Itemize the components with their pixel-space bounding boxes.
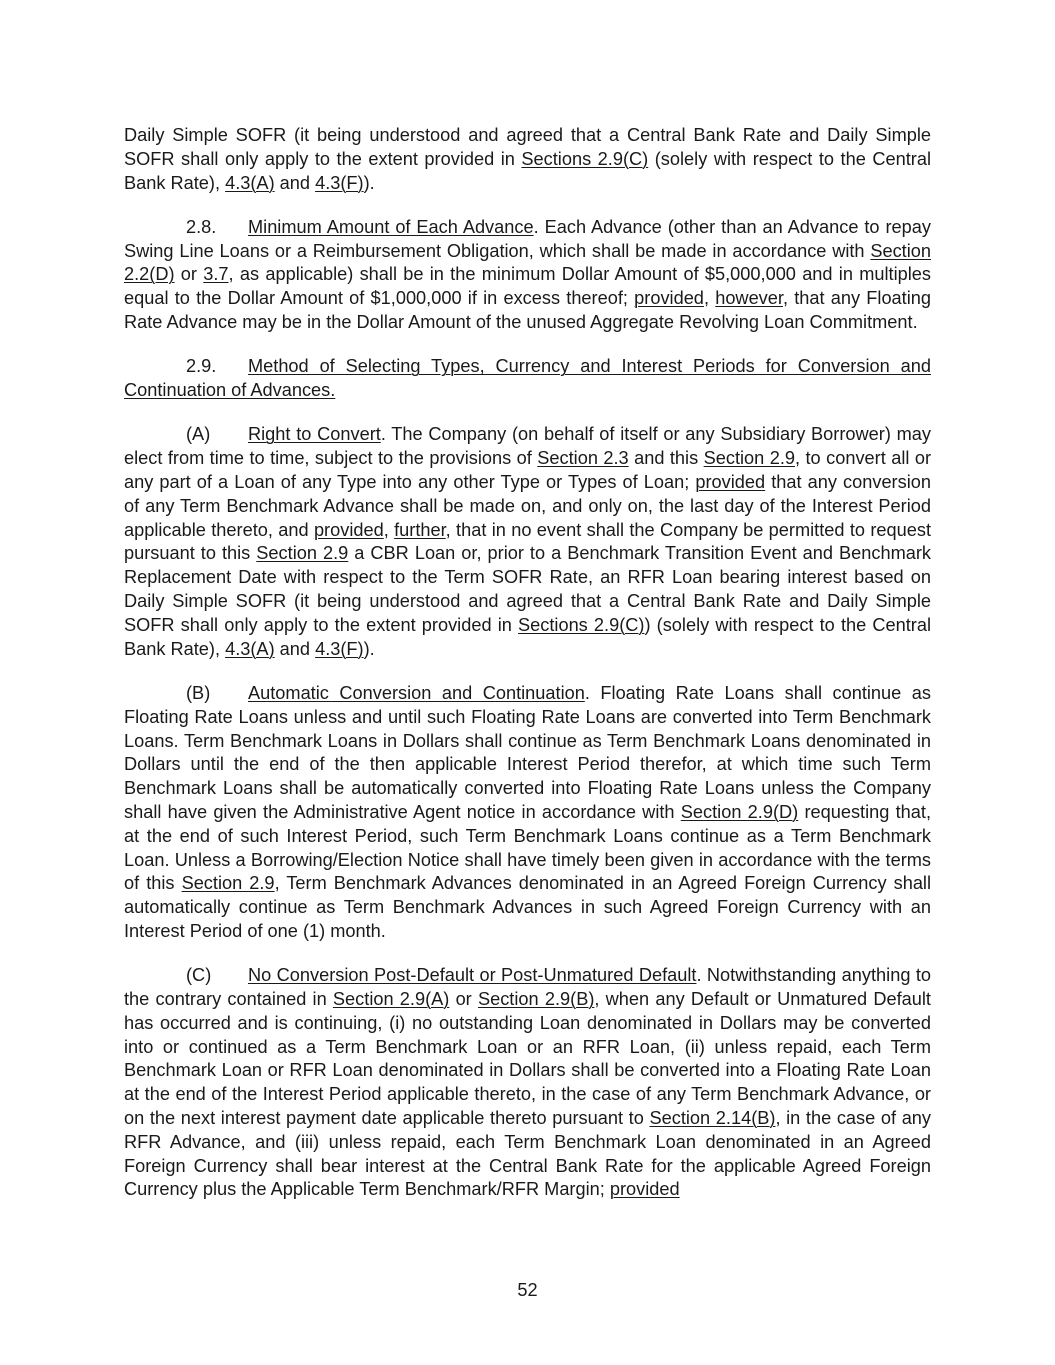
section-reference: Section 2.3 [537,448,629,469]
emphasis-term: provided [313,519,384,540]
section-2-8: 2.8. Minimum Amount of Each Advance. Each Advance (other than an Advance to repay Swing Line Loans or a Reimbursement Obligation, which shall be made in accordance with Section 2.2(D) or 3.7, as applicable) shall be in the minimum Dollar Amount of $5,000,000 and in multiples equal to the Dollar Amount of $1,000,000 if in excess thereof; provided, however, that any Floating Rate Advance may be in the Dollar Amount of the unused Aggregate Revolving Loan Commitment. [124,216,931,333]
emphasis-term: provided [695,472,766,493]
section-reference: 3.7 [203,264,229,285]
section-heading: Minimum Amount of Each Advance [248,216,534,237]
subsection-c: (C) No Conversion Post-Default or Post-Unmatured Default. Notwithstanding anything to the contrary contained in Section 2.9(A) or Section 2.9(B), when any Default or Unmatured Default has occurred and is continuing, (i) no outstanding Loan denominated in Dollars may be converted into or continued as a Term Benchmark Loan or an RFR Loan, (ii) unless repaid, each Term Benchmark Loan or RFR Loan denominated in Dollars shall be converted into a Floating Rate Loan at the end of the Interest Period applicable thereto, in the case of any Term Benchmark Advance, or on the next interest payment date applicable thereto pursuant to Section 2.14(B), in the case of any RFR Advance, and (iii) unless repaid, each Term Benchmark Loan denominated in an Agreed Foreign Currency shall bear interest at the Central Bank Rate for the applicable Agreed Foreign Currency plus the Applicable Term Benchmark/RFR Margin; provided [124,965,932,1200]
section-heading: Method of Selecting Types, Currency and Interest Periods for Conversion and Continuation of Advances. [124,356,931,401]
section-reference: 4.3(F) [315,638,364,659]
section-reference: Section 2.9(B) [477,989,595,1009]
emphasis-term: provided [634,288,704,309]
section-reference: Section 2.9(D) [680,801,799,822]
section-reference: Section 2.9 [256,543,349,564]
subsection-b: (B) Automatic Conversion and Continuation. Floating Rate Loans shall continue as Floating Rate Loans unless and until such Floating Rate Loans are converted into Term Benchmark Loans. Term Benchmark Loans in Dollars shall continue as Term Benchmark Loans denominated in Dollars until the end of the then applicable Interest Period therefor, at which time such Term Benchmark Loans shall be automatically converted into Floating Rate Loans unless the Company shall have given the Administrative Agent notice in accordance with Section 2.9(D) requesting that, at the end of such Interest Period, such Term Benchmark Loans continue as a Term Benchmark Loan. Unless a Borrowing/Election Notice shall have timely been given in accordance with the terms of this Section 2.9, Term Benchmark Advances denominated in an Agreed Foreign Currency shall automatically continue as Term Benchmark Advances in such Agreed Foreign Currency with an Interest Period of one (1) month. [124,682,932,941]
subsection-heading: Right to Convert [248,424,381,445]
section-reference: Section 2.9 [181,873,275,894]
subsection-heading: Automatic Conversion and Continuation [248,682,585,703]
section-reference: Section 2.14(B) [649,1107,776,1128]
section-number: 2.8. [186,216,217,237]
emphasis-term: however [715,288,783,309]
subsection-label: (B) [186,682,211,703]
section-number: 2.9. [186,356,217,377]
emphasis-term: further [394,519,446,540]
continuation-paragraph: Daily Simple SOFR (it being understood and agreed that a Central Bank Rate and Daily Simple SOFR shall only apply to the extent provided in Sections 2.9(C) (solely with respect to the Central Bank Rate), 4.3(A) and 4.3(F)). [124,125,931,193]
section-reference: Sections 2.9(C) [518,614,645,635]
subsection-label: (A) [186,424,211,445]
section-reference: Section 2.9 [703,448,796,469]
page-number: 52 [517,1280,538,1300]
section-reference: 4.3(A) [225,172,275,193]
section-reference: Sections 2.9(C) [521,148,649,169]
subsection-a: (A) Right to Convert. The Company (on behalf of itself or any Subsidiary Borrower) may elect from time to time, subject to the provisions of Section 2.3 and this Section 2.9, to convert all or any part of a Loan of any Type into any other Type or Types of Loan; provided that any conversion of any Term Benchmark Advance shall be made on, and only on, the last day of the Interest Period applicable thereto, and provided, further, that in no event shall the Company be permitted to request pursuant to this Section 2.9 a CBR Loan or, prior to a Benchmark Transition Event and Benchmark Replacement Date with respect to the Term SOFR Rate, an RFR Loan bearing interest based on Daily Simple SOFR (it being understood and agreed that a Central Bank Rate and Daily Simple SOFR shall only apply to the extent provided in Sections 2.9(C)) (solely with respect to the Central Bank Rate), 4.3(A) and 4.3(F)). [124,424,932,659]
document-page [124,124,931,1223]
section-reference: Section 2.9(A) [332,989,450,1009]
subsection-label: (C) [186,965,212,986]
subsection-heading: No Conversion Post-Default or Post-Unmatured Default [248,965,697,986]
section-reference: 4.3(F) [315,172,364,193]
section-reference: Section 2.2(D) [124,240,931,285]
emphasis-term: provided [609,1179,680,1200]
section-2-9 [124,355,931,403]
section-reference: 4.3(A) [225,638,275,659]
